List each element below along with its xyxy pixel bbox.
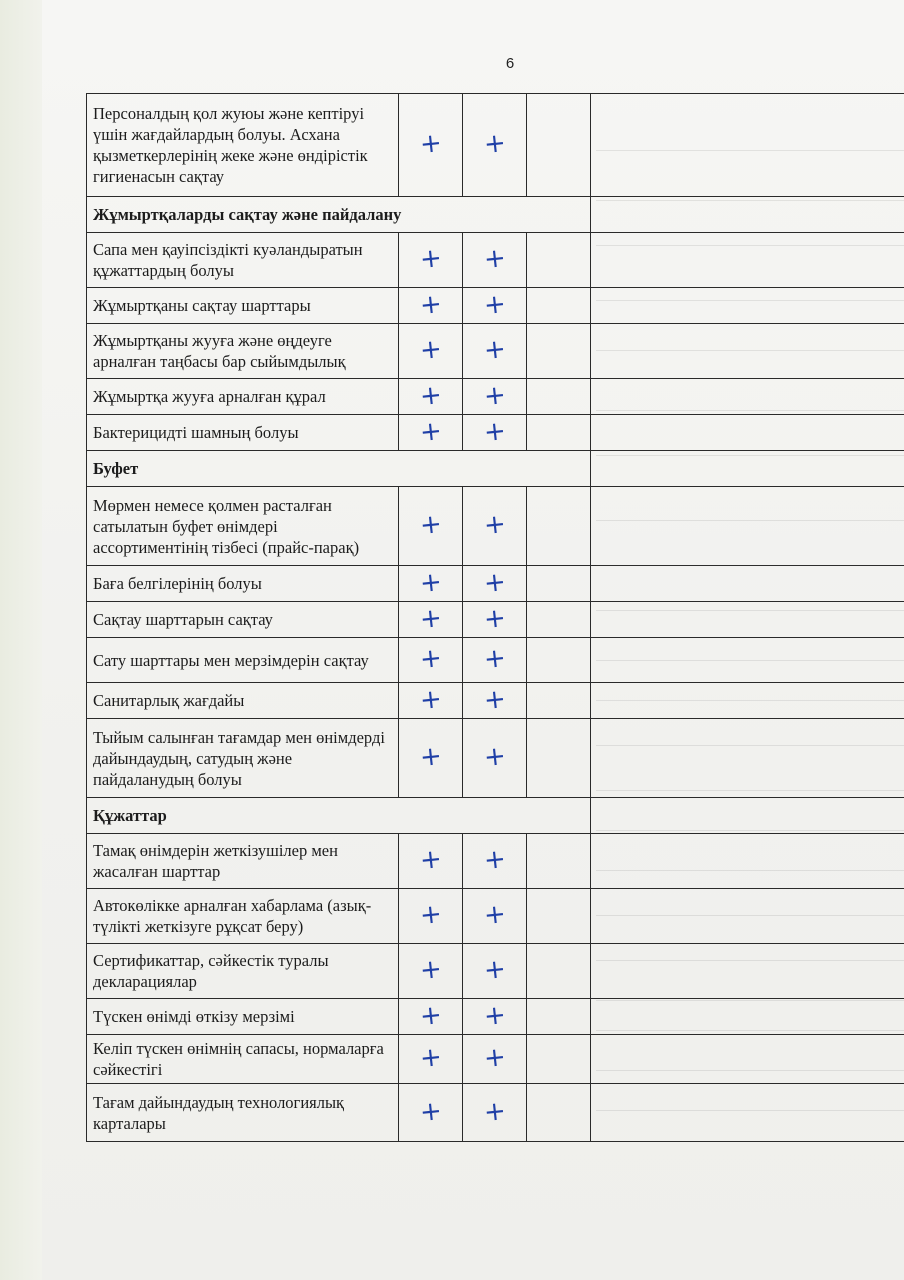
handwritten-plus-mark: + [482,683,507,716]
check-mark-cell [463,719,527,798]
check-mark-cell [463,487,527,566]
check-mark-cell [399,324,463,379]
criterion-text: Санитарлық жағдайы [87,683,399,719]
criterion-text: Түскен өнімді өткізу мерзімі [87,999,399,1035]
check-mark-cell [399,233,463,288]
handwritten-plus-mark: + [482,508,507,542]
handwritten-plus-mark: + [418,642,443,676]
blank-cell [591,566,904,602]
table-row [87,889,904,944]
handwritten-plus-mark: + [418,898,443,932]
handwritten-plus-mark: + [482,242,507,276]
criterion-text: Тыйым салынған тағамдар мен өнімдерді дайындаудың, сатудың және пайдаланудың болуы [87,719,399,798]
criterion-text: Сапа мен қауіпсіздікті куәландыратын құжаттардың болуы [87,233,399,288]
bleed-through-line [596,870,904,871]
check-mark-cell [463,415,527,451]
criterion-text: Тағам дайындаудың технологиялық карталары [87,1084,399,1142]
blank-cell [591,487,904,566]
check-mark-cell [399,719,463,798]
page-number: 6 [505,55,515,72]
handwritten-plus-mark: + [482,415,507,448]
section-row [87,798,904,834]
blank-cell [527,719,591,798]
check-mark-cell [399,999,463,1035]
bleed-through-line [596,410,904,411]
handwritten-plus-mark: + [482,566,507,599]
blank-cell [591,944,904,999]
section-title: Буфет [87,451,591,487]
table-row [87,94,904,197]
handwritten-plus-mark: + [418,127,443,161]
check-mark-cell [399,1084,463,1142]
check-mark-cell [399,602,463,638]
blank-cell [591,798,904,834]
criterion-text: Автокөлікке арналған хабарлама (азық-түлікті жеткізуге рұқсат беру) [87,889,399,944]
bleed-through-line [596,610,904,611]
blank-cell [527,324,591,379]
check-mark-cell [463,638,527,683]
blank-cell [527,288,591,324]
check-mark-cell [399,944,463,999]
handwritten-plus-mark: + [482,602,507,635]
check-mark-cell [463,1084,527,1142]
blank-cell [527,1035,591,1084]
bleed-through-line [596,915,904,916]
handwritten-plus-mark: + [418,1041,443,1075]
blank-cell [527,379,591,415]
check-mark-cell [399,415,463,451]
handwritten-plus-mark: + [482,642,507,676]
handwritten-plus-mark: + [418,508,443,542]
handwritten-plus-mark: + [482,898,507,932]
blank-cell [591,233,904,288]
table-row [87,415,904,451]
handwritten-plus-mark: + [482,379,507,412]
blank-cell [591,889,904,944]
criterion-text: Бактерицидті шамның болуы [87,415,399,451]
handwritten-plus-mark: + [418,740,443,774]
criterion-text: Сату шарттары мен мерзімдерін сақтау [87,638,399,683]
handwritten-plus-mark: + [418,242,443,276]
handwritten-plus-mark: + [482,288,507,321]
bleed-through-line [596,790,904,791]
table-row [87,1035,904,1084]
bleed-through-line [596,245,904,246]
bleed-through-line [596,1110,904,1111]
bleed-through-line [596,960,904,961]
handwritten-plus-mark: + [482,740,507,774]
bleed-through-line [596,565,904,566]
handwritten-plus-mark: + [482,843,507,877]
check-mark-cell [463,324,527,379]
check-mark-cell [399,834,463,889]
criterion-text: Келіп түскен өнімнің сапасы, нормаларға сәйкестігі [87,1035,399,1084]
handwritten-plus-mark: + [418,999,443,1032]
blank-cell [527,1084,591,1142]
check-mark-cell [399,638,463,683]
blank-cell [527,233,591,288]
handwritten-plus-mark: + [482,953,507,987]
handwritten-plus-mark: + [418,333,443,367]
section-row [87,197,904,233]
criterion-text: Сақтау шарттарын сақтау [87,602,399,638]
check-mark-cell [463,94,527,197]
check-mark-cell [399,889,463,944]
section-title: Жұмыртқаларды сақтау және пайдалану [87,197,591,233]
bleed-through-line [596,150,904,151]
bleed-through-line [596,520,904,521]
table-row [87,324,904,379]
blank-cell [527,944,591,999]
blank-cell [527,415,591,451]
bleed-through-line [596,745,904,746]
handwritten-plus-mark: + [418,843,443,877]
blank-cell [527,889,591,944]
page-margin-strip [0,0,42,1280]
criterion-text: Тамақ өнімдерін жеткізушілер мен жасалған шарттар [87,834,399,889]
table-row [87,602,904,638]
criterion-text: Персоналдың қол жуюы және кептіруі үшін жағдайлардың болуы. Асхана қызметкерлерінің жеке және өндірістік гигиенасын сақтау [87,94,399,197]
handwritten-plus-mark: + [418,379,443,412]
check-mark-cell [399,94,463,197]
checklist-table [86,93,904,1142]
bleed-through-line [596,300,904,301]
blank-cell [527,999,591,1035]
bleed-through-line [596,1030,904,1031]
table-row [87,233,904,288]
handwritten-plus-mark: + [482,1041,507,1075]
check-mark-cell [399,288,463,324]
blank-cell [527,602,591,638]
check-mark-cell [463,233,527,288]
handwritten-plus-mark: + [482,1095,507,1128]
blank-cell [591,1084,904,1142]
handwritten-plus-mark: + [418,683,443,716]
bleed-through-line [596,700,904,701]
check-mark-cell [399,1035,463,1084]
check-mark-cell [399,683,463,719]
handwritten-plus-mark: + [418,288,443,321]
table-row [87,719,904,798]
blank-cell [591,94,904,197]
bleed-through-line [596,1000,904,1001]
blank-cell [527,683,591,719]
handwritten-plus-mark: + [418,415,443,448]
handwritten-plus-mark: + [482,127,507,161]
blank-cell [591,834,904,889]
table-row [87,944,904,999]
check-mark-cell [463,683,527,719]
bleed-through-line [596,200,904,201]
table-row [87,288,904,324]
criterion-text: Мөрмен немесе қолмен расталған сатылатын буфет өнімдері ассортиментінің тізбесі (прайс-парақ) [87,487,399,566]
bleed-through-line [596,660,904,661]
criterion-text: Жұмыртқаны сақтау шарттары [87,288,399,324]
handwritten-plus-mark: + [418,602,443,635]
handwritten-plus-mark: + [482,333,507,367]
bleed-through-line [596,455,904,456]
handwritten-plus-mark: + [418,953,443,987]
blank-cell [527,834,591,889]
table-row [87,487,904,566]
check-mark-cell [463,379,527,415]
criterion-text: Сертификаттар, сәйкестік туралы декларациялар [87,944,399,999]
section-title: Құжаттар [87,798,591,834]
blank-cell [527,94,591,197]
check-mark-cell [463,566,527,602]
check-mark-cell [463,834,527,889]
blank-cell [591,415,904,451]
check-mark-cell [463,602,527,638]
handwritten-plus-mark: + [482,999,507,1032]
check-mark-cell [463,999,527,1035]
blank-cell [591,288,904,324]
bleed-through-line [596,350,904,351]
blank-cell [591,719,904,798]
blank-cell [527,487,591,566]
criterion-text: Баға белгілерінің болуы [87,566,399,602]
handwritten-plus-mark: + [418,1095,443,1128]
table-row [87,566,904,602]
check-mark-cell [463,944,527,999]
blank-cell [591,1035,904,1084]
check-mark-cell [463,288,527,324]
blank-cell [591,602,904,638]
bleed-through-line [596,1070,904,1071]
check-mark-cell [399,379,463,415]
check-mark-cell [399,566,463,602]
check-mark-cell [399,487,463,566]
blank-cell [591,197,904,233]
check-mark-cell [463,889,527,944]
blank-cell [527,566,591,602]
blank-cell [527,638,591,683]
criterion-text: Жұмыртқаны жууға және өңдеуге арналған таңбасы бар сыйымдылық [87,324,399,379]
table-row [87,834,904,889]
table-row [87,1084,904,1142]
blank-cell [591,324,904,379]
criterion-text: Жұмыртқа жууға арналған құрал [87,379,399,415]
bleed-through-line [596,830,904,831]
handwritten-plus-mark: + [418,566,443,599]
check-mark-cell [463,1035,527,1084]
